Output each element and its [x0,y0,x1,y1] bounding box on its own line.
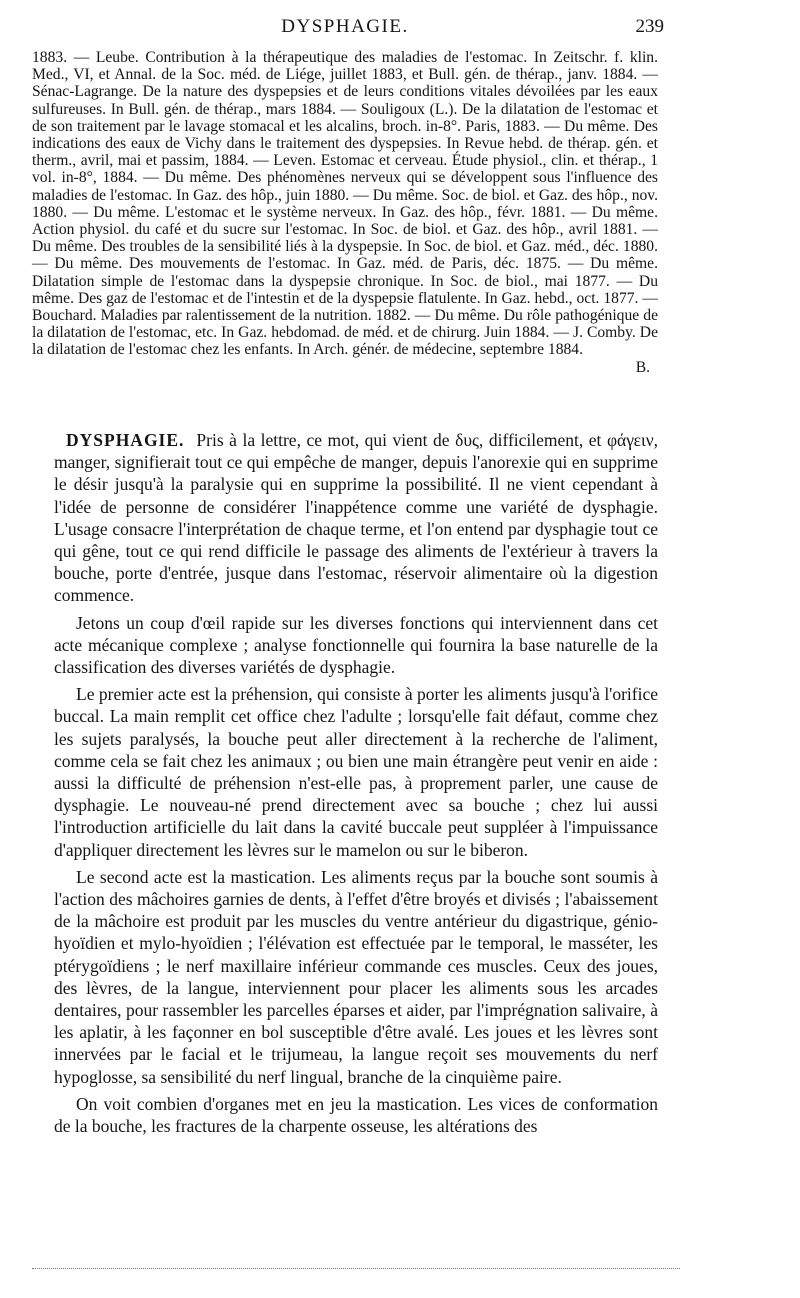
article-dysphagie [54,429,658,1142]
article-paragraph-2: Jetons un coup d'œil rapide sur les diverses fonctions qui interviennent dans cet acte mécanique complexe ; analyse fonctionnelle qui fournira la base naturelle de la classification des diverses variétés de dysphagie. [54,612,658,678]
article-paragraph-3: Le premier acte est la préhension, qui consiste à porter les aliments jusqu'à l'orifice buccal. La main remplit cet office chez l'adulte ; lorsqu'elle fait défaut, comme chez les sujets paralysés, la bouche peut aller directement à la recherche de l'aliment, comme cela se fait chez les animaux ; ou bien une main étrangère peut venir en aide : aussi la difficulté de préhension n'est-elle pas, à proprement parler, une cause de dysphagie. Le nouveau-né prend directement avec sa bouche ; chez lui aussi l'introduction artificielle du lait dans la cavité buccale peut suppléer à l'impuissance d'appliquer directement les lèvres sur le mamelon ou sur le biberon. [54,684,658,860]
bibliography-block [32,49,658,376]
footer-rule [32,1268,680,1269]
article-paragraph-5: On voit combien d'organes met en jeu la mastication. Les vices de conformation de la bouche, les fractures de la charpente osseuse, les altérations des [54,1093,658,1137]
bibliography-paragraph: 1883. — Leube. Contribution à la thérapeutique des maladies de l'estomac. In Zeitschr. f. klin. Med., VI, et Annal. de la Soc. méd. de Liége, juillet 1883, et Bull. gén. de thérap., janv. 1884. — Sénac-Lagrange. De la nature des dyspepsies et de leurs conditions vitales dévoilées par les eaux sulfureuses. In Bull. gén. de thérap., mars 1884. — Souligoux (L.). De la dilatation de l'estomac et de son traitement par le lavage stomacal et les alcalins, broch. in-8°. Paris, 1883. — Du même. Des indications des eaux de Vichy dans le traitement des dyspepsies. In Revue hebd. de thérap. gén. et therm., avril, mai et passim, 1884. — Leven. Estomac et cerveau. Étude physiol., clin. et thérap., 1 vol. in-8°, 1884. — Du même. Des phénomènes nerveux qui se développent sous l'influence des maladies de l'estomac. In Gaz. des hôp., juin 1880. — Du même. Soc. de biol. et Gaz. des hôp., nov. 1880. — Du même. L'estomac et le système nerveux. In Gaz. des hôp., févr. 1881. — Du même. Action physiol. du café et du sucre sur l'estomac. In Soc. de biol. et Gaz. des hôp., avril 1881. — Du même. Des troubles de la sensibilité liés à la dyspepsie. In Soc. de biol. et Gaz. méd., déc. 1880. — Du même. Des mouvements de l'estomac. In Gaz. méd. de Paris, déc. 1875. — Du même. Dilatation simple de l'estomac dans la dyspepsie chronique. In Soc. de biol., mai 1877. — Du même. Des gaz de l'estomac et de l'intestin et de la dyspepsie flatulente. In Gaz. hebd., oct. 1877. — Bouchard. Maladies par ralentissement de la nutrition. 1882. — Du même. Du rôle pathogénique de la dilatation de l'estomac, etc. In Gaz. hebdomad. de méd. et de chirurg. Juin 1884. — J. Comby. De la dilatation de l'estomac chez les enfants. In Arch. génér. de médecine, septembre 1884. [32,49,658,359]
article-paragraph-4: Le second acte est la mastication. Les aliments reçus par la bouche sont soumis à l'action des mâchoires garnies de dents, à l'effet d'être broyés et divisés ; l'abaissement de la mâchoire est produit par les muscles du ventre antérieur du digastrique, génio-hyoïdien et mylo-hyoïdien ; l'élévation est effectuée par le temporal, le masséter, les ptérygoïdiens ; le nerf maxillaire inférieur commande ces muscles. Ceux des joues, des lèvres, de la langue, interviennent pour placer les aliments sous les arcades dentaires, pour rassembler les parcelles éparses et aider, par l'imprégnation salivaire, à les aplatir, à les façonner en bol susceptible d'être avalé. Les joues et les lèvres sont innervées par le facial et le trijumeau, la langue reçoit ses mouvements du nerf hypoglosse, sa sensibilité du nerf lingual, branche de la cinquième paire. [54,866,658,1087]
author-signature: B. [635,358,650,376]
running-title: DYSPHAGIE. [281,16,409,37]
headword: DYSPHAGIE. [66,430,185,450]
page-header [32,16,664,44]
page-number: 239 [635,16,664,37]
article-paragraph-1-text: Pris à la lettre, ce mot, qui vient de δυς, difficilement, et φάγειν, manger, signifierait tout ce qui empêche de manger, depuis l'anorexie qui en supprime le désir jusqu'à la paralysie qui en supprime la possibilité. Il ne vient cependant à l'idée de personne de considérer l'inappétence comme une variété de dysphagie. L'usage consacre l'interprétation de chaque terme, et l'on entend par dysphagie tout ce qui gêne, tout ce qui rend difficile le passage des aliments de l'extérieur à travers la bouche, porte d'entrée, jusque dans l'estomac, réservoir alimentaire où la digestion commence. [54,430,658,606]
article-paragraph-1 [54,429,658,607]
